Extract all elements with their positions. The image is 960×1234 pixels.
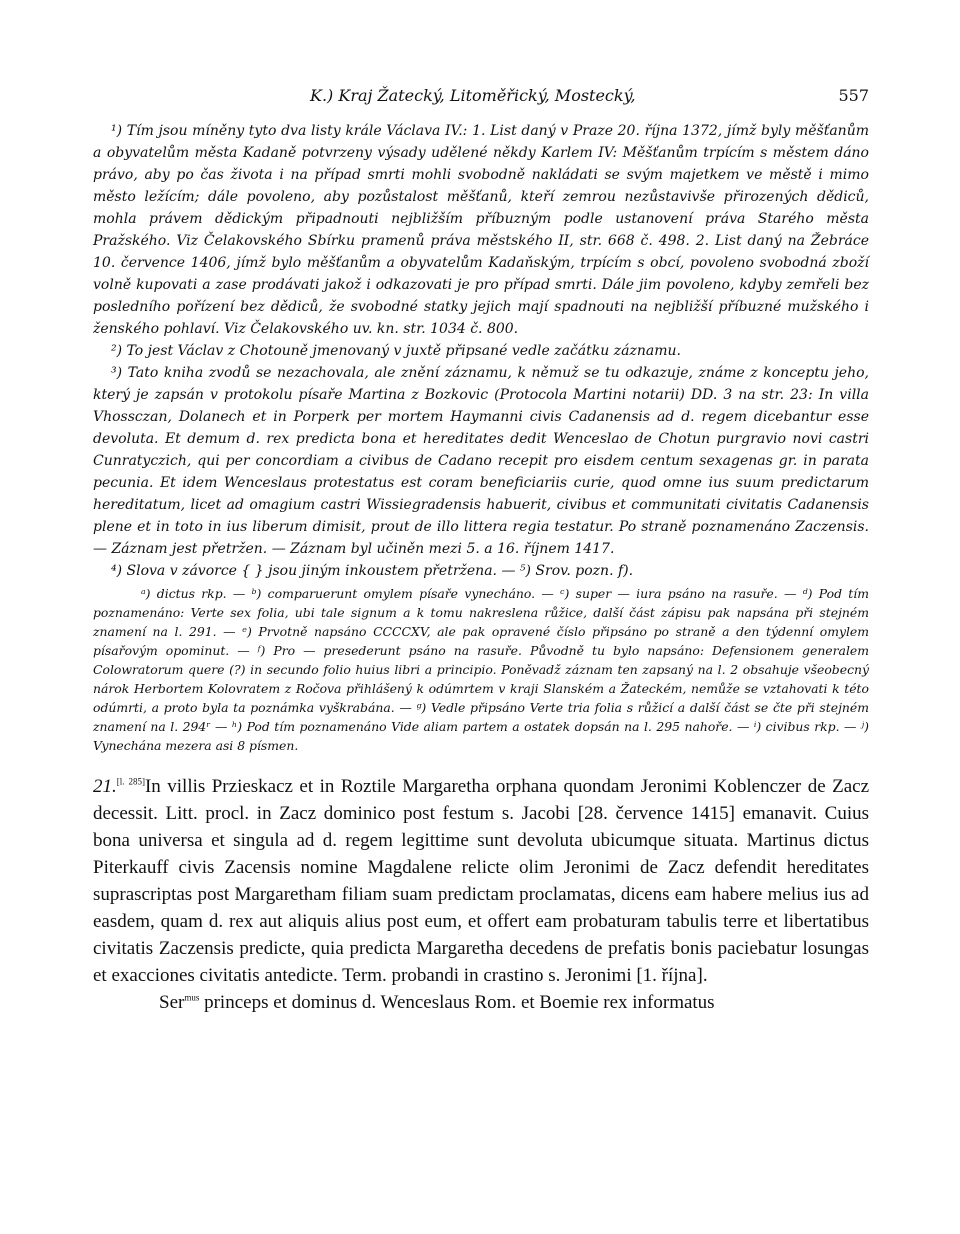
entry-number: 21. [93,776,117,797]
critical-apparatus [93,584,869,755]
entry-paragraph [93,773,869,989]
last-line-rest: princeps et dominus d. Wenceslaus Rom. et Boemie rex informatus [199,992,715,1013]
footnote-1: ¹) Tím jsou míněny tyto dva listy krále Václava IV.: 1. List daný v Praze 20. října 1372, jímž byly měšťanům a obyvatelům města Kadaně potvrzeny výsady udělené někdy Karlem IV: Měšťanům trpícím s městem dáno právo, aby po čas života i na případ smrti mohli svobodně nakládati se svým majetkem ve městě i mimo město ležícím; dále povoleno, aby pozůstalost měšťanů, kteří zemrou nezůstavivše přirozených dědiců, mohla právem dědickým připadnouti nejbližším příbuzným podle ustanovení práva Starého města Pražského. Viz Čelakovského Sbírku pramenů práva městského II, str. 668 č. 498. 2. List daný na Žebráce 10. července 1406, jímž bylo měšťanům a obyvatelům Kadaňským, trpícím s obcí, povoleno svobodná zboží volně kupovati a zase prodávati jakož i odkazovati je pro případ smrti. Dále jim povoleno, kdyby zemřeli bez posledního pořízení bez dědiců, že svobodné statky jejich mají spadnouti na nejbližší příbuzné mužského i ženského pohlaví. Viz Čelakovského uv. kn. str. 1034 č. 800. [93,123,869,337]
entry-last-line [93,989,869,1016]
footnote-4: ⁴) Slova v závorce { } jsou jiným inkoustem přetržena. — ⁵) Srov. pozn. f). [111,563,634,579]
last-line-sup: mus [184,992,200,1003]
last-line-word: Ser [159,992,185,1013]
entry-text: In villis Przieskacz et in Roztile Margaretha orphana quondam Jeronimi Koblenczer de Zacz decessit. Litt. procl. in Zacz dominico post festum s. Jacobi [28. července 1415] emanavit. Cuius bona universa et singula ad d. regem legittime sunt devoluta ubicumque situata. Martinus dictus Piterkauff civis Zacensis nomine Magdalene relicte olim Jeronimi de Zacz defendit hereditates suprascriptas post Margaretham filiam suam predictam proclamatas, dicens eam habere melius ius ad easdem, quam d. rex aut aliquis alius post eum, et offert eam probaturam tabulis terre et libertatibus civitatis Zaczensis predicte, quia predicta Margaretha decedens de prefatis bonis paciebatur losungas et exacciones civitatis antedicte. Term. probandi in crastino s. Jeronimi [1. října]. [93,776,869,986]
running-title: K.) Kraj Žatecký, Litoměřický, Mostecký, [310,86,636,105]
page [93,86,869,1016]
folio-ref: [l. 285] [116,776,145,787]
entry-21 [93,773,869,1016]
page-number: 557 [838,86,869,105]
running-header [93,86,869,112]
apparatus-text: ᵃ) dictus rkp. — ᵇ) comparuerunt omylem písaře vynecháno. — ᶜ) super — iura psáno na rasuře. — ᵈ) Pod tím poznamenáno: Verte sex folia, ubi tale signum a k tomu nakreslena růžice, další část zápisu pak napsána při stejném znamení na l. 291. — ᵉ) Prvotně napsáno CCCCXV, ale pak opravené číslo připsáno po straně a den týdenní omylem písařovým opominut. — ᶠ) Pro — presederunt psáno na rasuře. Původně tu bylo napsáno: Defensionem generalem Colowratorum quere (?) in secundo folio huius libri a principio. Poněvadž záznam ten zapsaný na l. 2 obsahuje všeobecný nárok Herbortem Kolovratem z Ročova přihlášený k odúmrtem v kraji Slanském a Žateckém, nemůže se vztahovati k této odúmrti, a proto byla ta poznámka vyškrabána. — ᵍ) Vedle připsáno Verte tria folia s růžicí a další část se čte při stejném znamení na l. 294ʳ — ʰ) Pod tím poznamenáno Vide aliam partem a ostatek dopsán na l. 295 nahoře. — ⁱ) civibus rkp. — ʲ) Vynechána mezera asi 8 písmen. [93,586,869,753]
footnote-3: ³) Tato kniha zvodů se nezachovala, ale znění záznamu, k němuž se tu odkazuje, známe z konceptu jeho, který je zapsán v protokolu písaře Martina z Bozkovic (Protocola Martini notarii) DD. 3 na str. 23: In villa Vhossczan, Dolanech et in Porperk per mortem Haymanni civis Cadanensis ad d. regem dicebantur esse devoluta. Et demum d. rex predicta bona et hereditates dedit Wenceslao de Chotun purgravio novi castri Cunratyczich, qui per concordiam a civibus de Cadano recepit pro eisdem centum sexagenas gr. in parata pecunia. Et idem Wenceslaus protestatus est coram beneficiariis curie, quod omne ius suum predictarum hereditatum, licet ad omagium castri Wissiegradensis habuerit, civibus et communitati civitatis Cadanensis plene et in toto in ius liberum dimisit, prout de illo littera regia testatur. Po straně poznamenáno Zaczensis. — Záznam jest přetržen. — Záznam byl učiněn mezi 5. a 16. říjnem 1417. [93,365,869,557]
footnote-2: ²) To jest Václav z Chotouně jmenovaný v juxtě připsané vedle začátku záznamu. [111,343,681,359]
footnotes [93,120,869,582]
